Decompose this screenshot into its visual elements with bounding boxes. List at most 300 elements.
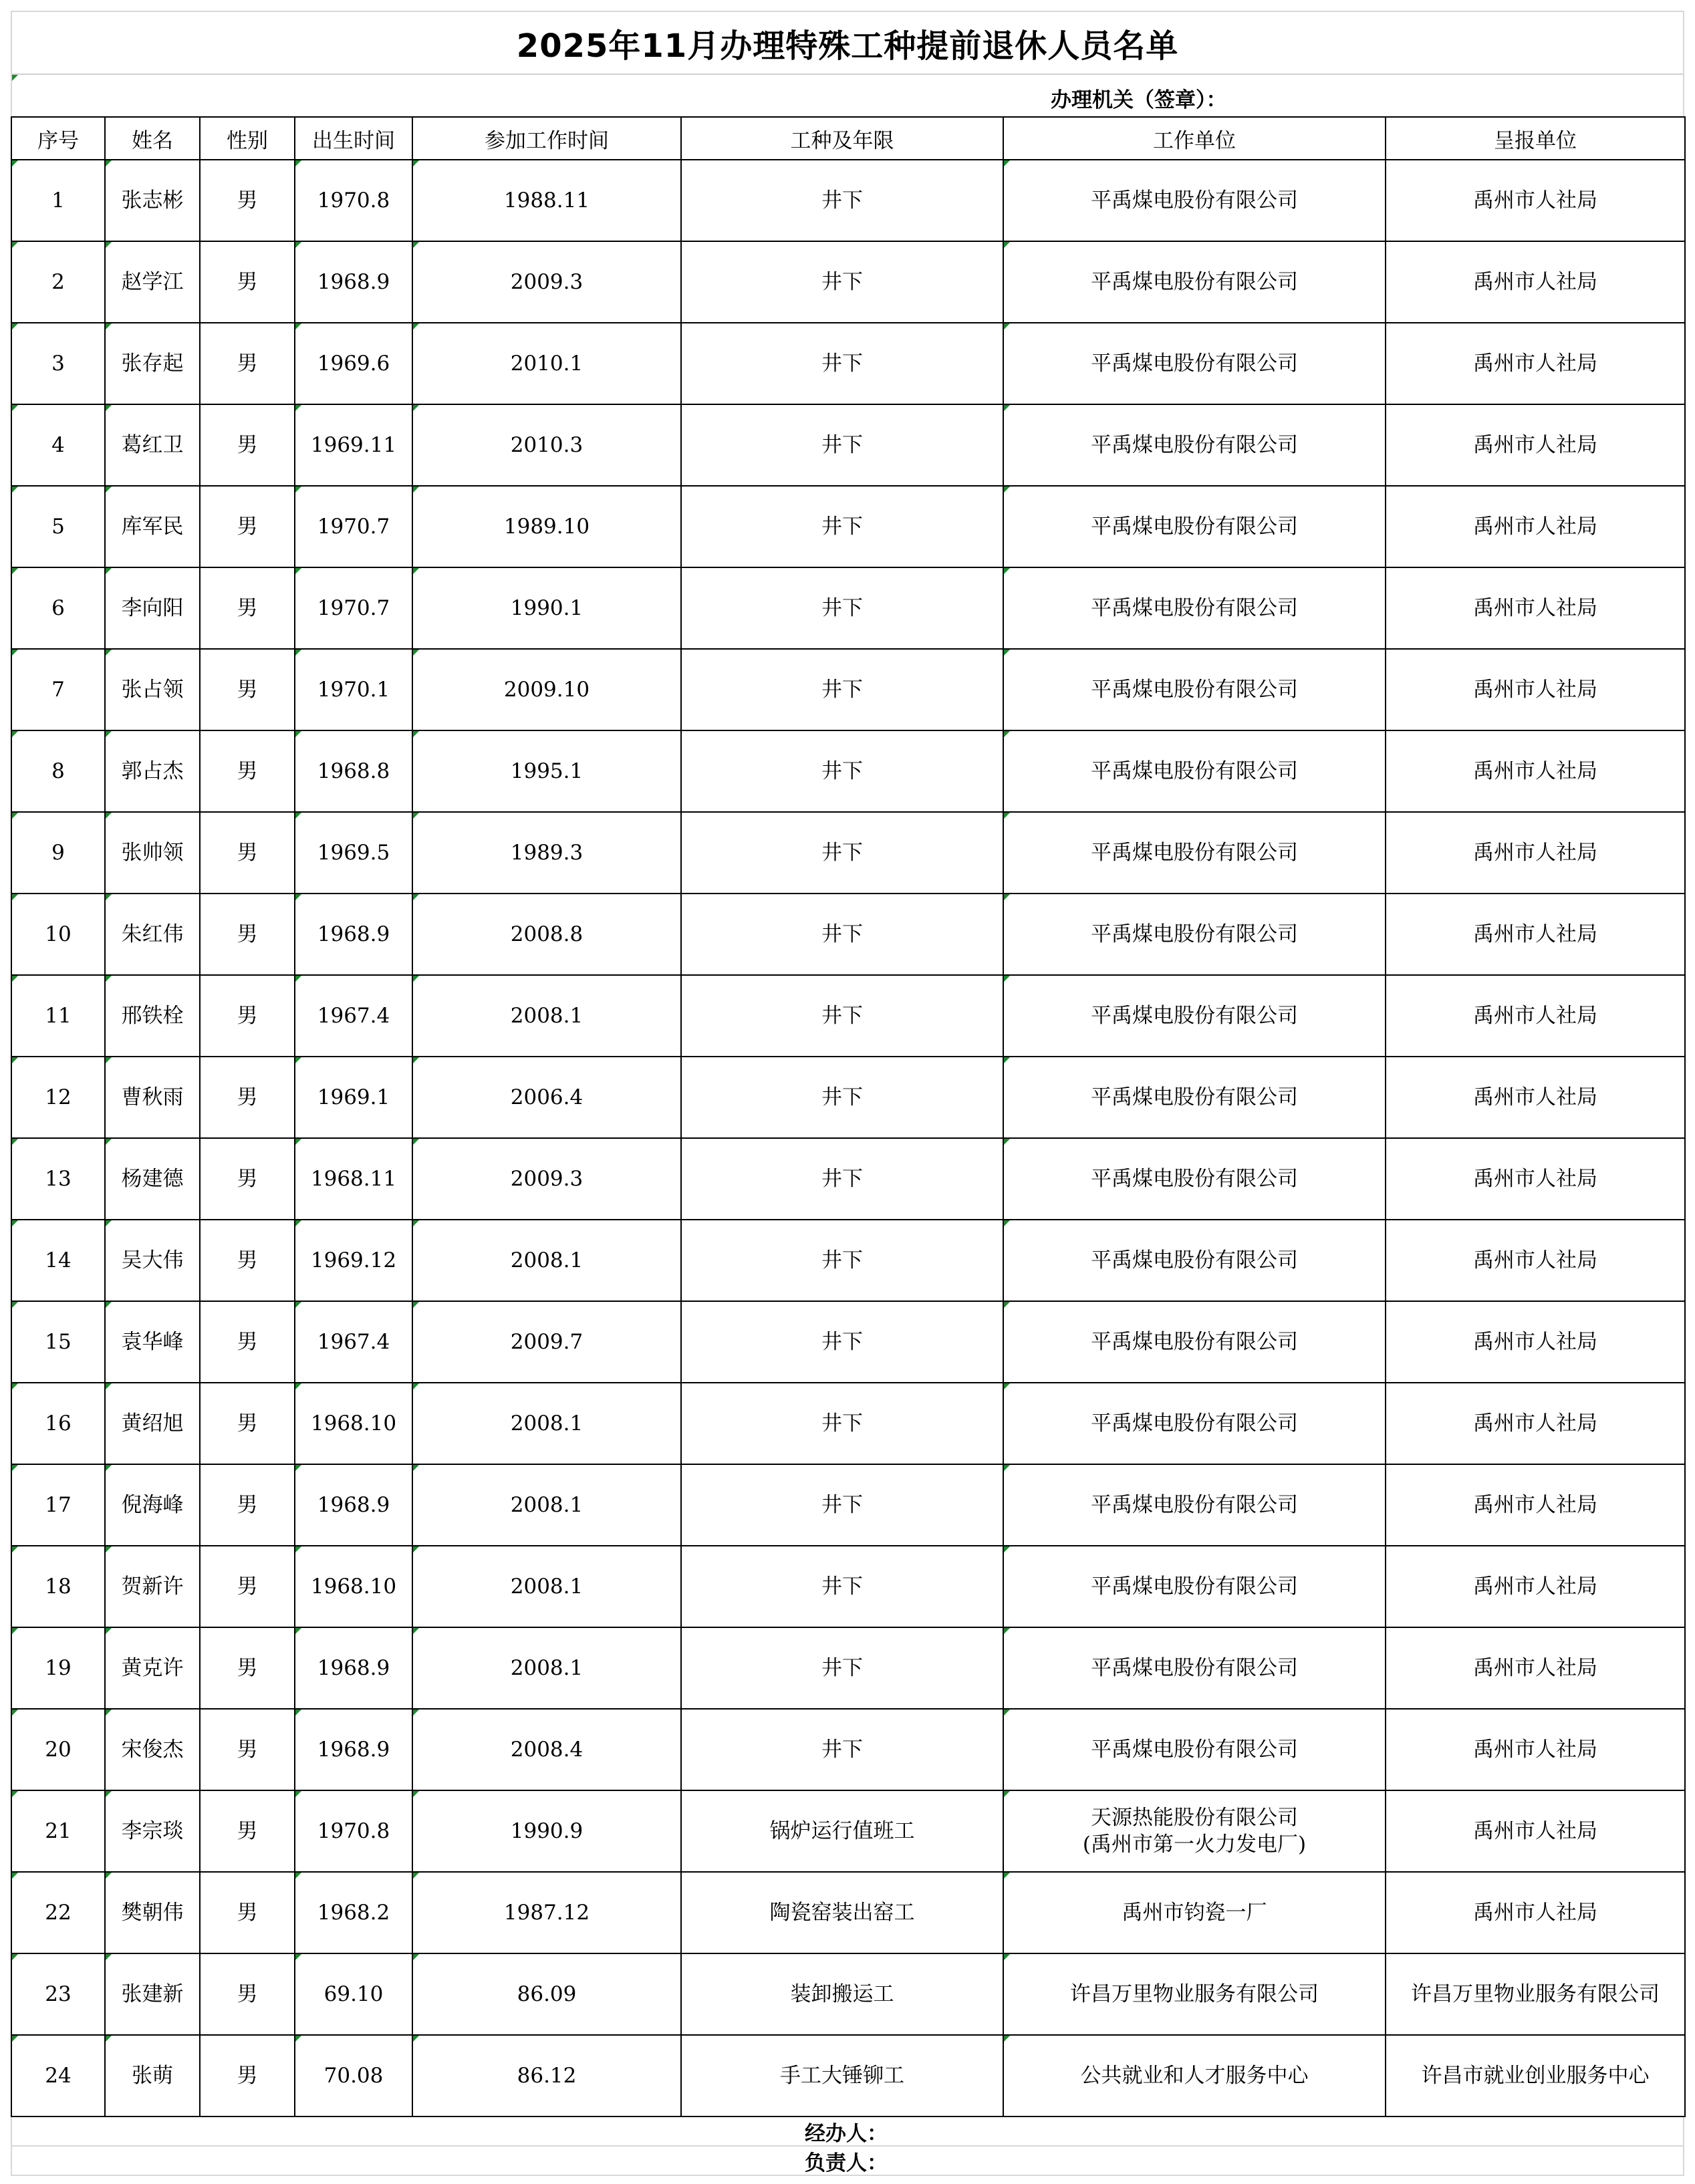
cell-marker-icon — [106, 2036, 112, 2042]
cell-text: 20 — [45, 1738, 72, 1762]
cell-marker-icon — [295, 650, 301, 656]
cell-marker-icon — [1004, 1873, 1010, 1879]
cell-marker-icon — [1004, 894, 1010, 900]
cell-marker-icon — [106, 1302, 112, 1308]
col-birth-cell — [295, 1627, 412, 1709]
cell-marker-icon — [295, 894, 301, 900]
sign-label: 办理机关（签章）： — [1051, 88, 1227, 112]
cell-marker-icon — [12, 1465, 18, 1471]
cell-marker-icon — [12, 1302, 18, 1308]
cell-marker-icon — [12, 813, 18, 819]
cell-marker-icon — [106, 1791, 112, 1797]
cell-marker-icon — [106, 1057, 112, 1063]
cell-text: 公共就业和人才服务中心 — [1080, 2064, 1309, 2088]
cell-marker-icon — [295, 1465, 301, 1471]
cell-text: 1967.4 — [317, 1330, 390, 1354]
cell-text: 禹州市人社局 — [1473, 1085, 1597, 1109]
col-name-cell — [105, 1790, 200, 1872]
cell-text: 2009.10 — [503, 678, 590, 702]
cell-text: 张萌 — [132, 2064, 173, 2088]
cell-text: 李向阳 — [121, 596, 184, 620]
col-name-cell — [105, 1301, 200, 1383]
col-birth-cell — [295, 1138, 412, 1220]
col-name-cell — [105, 730, 200, 812]
cell-marker-icon — [106, 160, 112, 166]
col-employer-cell — [1003, 975, 1386, 1057]
cell-marker-icon — [12, 568, 18, 574]
cell-text: 平禹煤电股份有限公司 — [1091, 1085, 1298, 1109]
cell-text: 男 — [237, 352, 258, 376]
col-employer-cell — [1003, 1627, 1386, 1709]
cell-text: 男 — [237, 1248, 258, 1272]
cell-text: 平禹煤电股份有限公司 — [1091, 1248, 1298, 1272]
cell-text: 井下 — [821, 596, 863, 620]
col-name-cell — [105, 649, 200, 730]
col-index-cell — [11, 649, 105, 730]
header-col-reporting-unit: 呈报单位 — [1386, 117, 1685, 160]
header-col-work-start: 参加工作时间 — [412, 117, 681, 160]
cell-text: 禹州市人社局 — [1473, 1248, 1597, 1272]
cell-text: 1968.9 — [317, 922, 390, 946]
col-job-type-cell — [681, 2035, 1003, 2117]
col-job-type-cell — [681, 894, 1003, 975]
col-employer-cell — [1003, 1953, 1386, 2035]
cell-text: 1967.4 — [317, 1004, 390, 1028]
header-col-employer: 工作单位 — [1003, 117, 1386, 160]
col-gender-cell — [200, 975, 295, 1057]
col-employer-cell — [1003, 486, 1386, 567]
cell-text: 2009.3 — [510, 270, 583, 294]
col-birth-cell — [295, 1220, 412, 1301]
cell-marker-icon — [106, 323, 112, 329]
col-birth-cell — [295, 1709, 412, 1790]
cell-text: 禹州市人社局 — [1473, 1575, 1597, 1599]
cell-marker-icon — [1004, 1791, 1010, 1797]
col-gender-cell — [200, 1953, 295, 2035]
cell-marker-icon — [295, 1954, 301, 1960]
cell-marker-icon — [295, 1710, 301, 1716]
col-gender-cell — [200, 404, 295, 486]
cell-text: 陶瓷窑装出窑工 — [769, 1901, 915, 1925]
cell-marker-icon — [413, 160, 419, 166]
col-gender-cell — [200, 1627, 295, 1709]
col-work-start-cell — [412, 1464, 681, 1546]
col-work-start-cell — [412, 567, 681, 649]
cell-text: 1968.11 — [310, 1167, 397, 1191]
cell-marker-icon — [106, 1546, 112, 1552]
col-employer-cell — [1003, 567, 1386, 649]
cell-marker-icon — [12, 894, 18, 900]
table-row — [11, 1138, 1685, 1220]
col-employer-cell — [1003, 649, 1386, 730]
cell-text: 邢铁栓 — [121, 1004, 184, 1028]
header-col-index: 序号 — [11, 117, 105, 160]
table-row — [11, 1057, 1685, 1138]
cell-text: 2008.1 — [510, 1493, 583, 1517]
col-job-type-cell — [681, 567, 1003, 649]
cell-text: 24 — [45, 2064, 72, 2088]
cell-marker-icon — [413, 894, 419, 900]
col-index-cell — [11, 1464, 105, 1546]
cell-marker-icon — [295, 1628, 301, 1634]
cell-marker-icon — [12, 1710, 18, 1716]
col-birth-cell — [295, 2035, 412, 2117]
cell-marker-icon — [295, 731, 301, 737]
col-name-cell — [105, 1383, 200, 1464]
table-body — [11, 160, 1685, 2117]
col-work-start-cell — [412, 1546, 681, 1627]
cell-marker-icon — [106, 405, 112, 411]
col-gender-cell — [200, 1464, 295, 1546]
cell-text: 葛红卫 — [121, 433, 184, 457]
cell-marker-icon — [106, 1139, 112, 1145]
col-reporting-unit-cell — [1386, 975, 1685, 1057]
col-reporting-unit-cell — [1386, 1138, 1685, 1220]
col-job-type-cell — [681, 975, 1003, 1057]
col-job-type-cell — [681, 1057, 1003, 1138]
col-job-type-cell — [681, 1220, 1003, 1301]
col-work-start-cell — [412, 1138, 681, 1220]
cell-text: 井下 — [821, 922, 863, 946]
cell-text: 井下 — [821, 1085, 863, 1109]
col-employer-cell — [1003, 812, 1386, 894]
col-gender-cell — [200, 649, 295, 730]
cell-text: 禹州市人社局 — [1473, 1004, 1597, 1028]
cell-text: 吴大伟 — [121, 1248, 184, 1272]
cell-text: 15 — [45, 1330, 72, 1354]
cell-text: 平禹煤电股份有限公司 — [1091, 433, 1298, 457]
cell-text: 禹州市人社局 — [1473, 678, 1597, 702]
cell-text: 男 — [237, 1085, 258, 1109]
col-birth-cell — [295, 1790, 412, 1872]
col-employer-cell — [1003, 1546, 1386, 1627]
col-index-cell — [11, 1383, 105, 1464]
col-index-cell — [11, 160, 105, 241]
cell-marker-icon — [1004, 1546, 1010, 1552]
cell-marker-icon — [12, 2036, 18, 2042]
col-birth-cell — [295, 975, 412, 1057]
cell-text: 禹州市人社局 — [1473, 596, 1597, 620]
spreadsheet-sheet — [11, 11, 1684, 2176]
col-gender-cell — [200, 486, 295, 567]
cell-marker-icon — [12, 1139, 18, 1145]
col-work-start-cell — [412, 1953, 681, 2035]
col-birth-cell — [295, 404, 412, 486]
cell-text: 1969.5 — [317, 841, 390, 865]
col-work-start-cell — [412, 241, 681, 323]
cell-text: 樊朝伟 — [121, 1901, 184, 1925]
col-reporting-unit-cell — [1386, 1057, 1685, 1138]
cell-text: 井下 — [821, 1493, 863, 1517]
cell-marker-icon — [106, 731, 112, 737]
cell-text: 2008.1 — [510, 1575, 583, 1599]
cell-text: 手工大锤铆工 — [780, 2064, 904, 2088]
col-name-cell — [105, 323, 200, 404]
cell-marker-icon — [295, 813, 301, 819]
col-birth-cell — [295, 894, 412, 975]
cell-text: 1970.8 — [317, 188, 390, 213]
table-row — [11, 812, 1685, 894]
col-employer-cell — [1003, 1383, 1386, 1464]
document-title: 2025年11月办理特殊工种提前退休人员名单 — [516, 27, 1179, 65]
cell-marker-icon — [1004, 1954, 1010, 1960]
col-name-cell — [105, 1464, 200, 1546]
cell-marker-icon — [413, 1302, 419, 1308]
cell-marker-icon — [1004, 1383, 1010, 1389]
cell-text: 井下 — [821, 1004, 863, 1028]
cell-text: 男 — [237, 1901, 258, 1925]
cell-text: 平禹煤电股份有限公司 — [1091, 841, 1298, 865]
cell-text: 贺新许 — [121, 1575, 184, 1599]
col-work-start-cell — [412, 160, 681, 241]
cell-marker-icon — [12, 487, 18, 493]
cell-marker-icon — [295, 1220, 301, 1226]
col-index-cell — [11, 486, 105, 567]
col-index-cell — [11, 1301, 105, 1383]
title-row — [11, 11, 1684, 75]
col-birth-cell — [295, 1546, 412, 1627]
cell-text: 17 — [45, 1493, 72, 1517]
cell-marker-icon — [413, 1710, 419, 1716]
cell-marker-icon — [12, 1628, 18, 1634]
cell-marker-icon — [1004, 405, 1010, 411]
cell-text: 禹州市人社局 — [1473, 1493, 1597, 1517]
cell-text: 锅炉运行值班工 — [769, 1819, 915, 1843]
table-row — [11, 1790, 1685, 1872]
table-row — [11, 1383, 1685, 1464]
col-birth-cell — [295, 812, 412, 894]
cell-text: 禹州市人社局 — [1473, 841, 1597, 865]
cell-text: 1969.11 — [310, 433, 397, 457]
cell-marker-icon — [12, 1791, 18, 1797]
col-gender-cell — [200, 1383, 295, 1464]
cell-text: 井下 — [821, 1330, 863, 1354]
cell-marker-icon — [413, 1954, 419, 1960]
col-birth-cell — [295, 241, 412, 323]
cell-text: 86.12 — [517, 2064, 577, 2088]
cell-text: 男 — [237, 1982, 258, 2006]
cell-text: 禹州市人社局 — [1473, 1330, 1597, 1354]
cell-text: 平禹煤电股份有限公司 — [1091, 188, 1298, 213]
table-row — [11, 567, 1685, 649]
cell-text: 禹州市人社局 — [1473, 515, 1597, 539]
col-reporting-unit-cell — [1386, 1627, 1685, 1709]
cell-text: 男 — [237, 1575, 258, 1599]
col-name-cell — [105, 1220, 200, 1301]
cell-marker-icon — [295, 405, 301, 411]
col-index-cell — [11, 1627, 105, 1709]
cell-text: 倪海峰 — [121, 1493, 184, 1517]
cell-text: 禹州市人社局 — [1473, 1819, 1597, 1843]
cell-text: 禹州市人社局 — [1473, 1901, 1597, 1925]
cell-marker-icon — [1004, 323, 1010, 329]
cell-marker-icon — [12, 75, 18, 81]
cell-text: 平禹煤电股份有限公司 — [1091, 352, 1298, 376]
cell-marker-icon — [12, 160, 18, 166]
cell-text: 禹州市人社局 — [1473, 433, 1597, 457]
cell-text: 1969.1 — [317, 1085, 390, 1109]
table-row — [11, 160, 1685, 241]
col-job-type-cell — [681, 1464, 1003, 1546]
responsible-row — [11, 2147, 1684, 2176]
cell-marker-icon — [1004, 242, 1010, 248]
col-index-cell — [11, 1138, 105, 1220]
cell-marker-icon — [106, 568, 112, 574]
cell-text: 1987.12 — [503, 1901, 590, 1925]
col-reporting-unit-cell — [1386, 1464, 1685, 1546]
cell-marker-icon — [12, 242, 18, 248]
col-employer-cell — [1003, 241, 1386, 323]
cell-text: 2010.3 — [510, 433, 583, 457]
col-job-type-cell — [681, 1383, 1003, 1464]
col-job-type-cell — [681, 486, 1003, 567]
col-employer-cell — [1003, 894, 1386, 975]
cell-marker-icon — [106, 242, 112, 248]
cell-marker-icon — [413, 242, 419, 248]
col-reporting-unit-cell — [1386, 404, 1685, 486]
cell-text: 井下 — [821, 433, 863, 457]
cell-text: 2008.8 — [510, 922, 583, 946]
col-work-start-cell — [412, 1790, 681, 1872]
cell-marker-icon — [295, 1302, 301, 1308]
cell-marker-icon — [295, 487, 301, 493]
col-name-cell — [105, 486, 200, 567]
cell-text: 8 — [51, 759, 65, 783]
cell-text: 李宗琰 — [121, 1819, 184, 1843]
col-index-cell — [11, 323, 105, 404]
table-row — [11, 975, 1685, 1057]
cell-text: 平禹煤电股份有限公司 — [1091, 1330, 1298, 1354]
cell-marker-icon — [1004, 813, 1010, 819]
cell-marker-icon — [12, 1383, 18, 1389]
col-index-cell — [11, 1546, 105, 1627]
col-job-type-cell — [681, 1546, 1003, 1627]
col-index-cell — [11, 567, 105, 649]
cell-text: 男 — [237, 1738, 258, 1762]
cell-text: 22 — [45, 1901, 72, 1925]
col-job-type-cell — [681, 1627, 1003, 1709]
cell-text: 张占领 — [121, 678, 184, 702]
cell-marker-icon — [12, 1546, 18, 1552]
cell-text: 10 — [45, 922, 72, 946]
cell-marker-icon — [106, 813, 112, 819]
cell-marker-icon — [413, 568, 419, 574]
cell-marker-icon — [295, 242, 301, 248]
cell-marker-icon — [106, 1383, 112, 1389]
cell-text: 张存起 — [121, 352, 184, 376]
col-work-start-cell — [412, 404, 681, 486]
col-index-cell — [11, 404, 105, 486]
handler-row — [11, 2117, 1684, 2147]
col-reporting-unit-cell — [1386, 894, 1685, 975]
table-row — [11, 1464, 1685, 1546]
cell-text: 1968.10 — [310, 1411, 397, 1436]
header-col-name: 姓名 — [105, 117, 200, 160]
col-gender-cell — [200, 1872, 295, 1953]
cell-text: 男 — [237, 433, 258, 457]
col-reporting-unit-cell — [1386, 241, 1685, 323]
table-row — [11, 730, 1685, 812]
cell-text: 1968.8 — [317, 759, 390, 783]
col-job-type-cell — [681, 241, 1003, 323]
cell-text: 井下 — [821, 352, 863, 376]
cell-marker-icon — [106, 1710, 112, 1716]
cell-text: 1990.1 — [510, 596, 583, 620]
cell-text: 井下 — [821, 270, 863, 294]
col-index-cell — [11, 1709, 105, 1790]
cell-text: 禹州市人社局 — [1473, 1411, 1597, 1436]
col-name-cell — [105, 160, 200, 241]
col-gender-cell — [200, 1057, 295, 1138]
cell-text: 1970.7 — [317, 596, 390, 620]
cell-text: 朱红伟 — [121, 922, 184, 946]
cell-marker-icon — [413, 1057, 419, 1063]
cell-marker-icon — [1004, 2036, 1010, 2042]
cell-marker-icon — [295, 1383, 301, 1389]
col-reporting-unit-cell — [1386, 730, 1685, 812]
col-index-cell — [11, 1790, 105, 1872]
col-employer-cell — [1003, 1464, 1386, 1546]
cell-marker-icon — [106, 976, 112, 982]
table-row — [11, 1301, 1685, 1383]
cell-text: 1989.10 — [503, 515, 590, 539]
cell-marker-icon — [413, 1791, 419, 1797]
cell-marker-icon — [1004, 1628, 1010, 1634]
col-birth-cell — [295, 730, 412, 812]
cell-text: 张建新 — [121, 1982, 184, 2006]
col-employer-cell — [1003, 1138, 1386, 1220]
cell-marker-icon — [295, 976, 301, 982]
retiree-table — [11, 116, 1686, 2117]
col-name-cell — [105, 812, 200, 894]
cell-text: 13 — [45, 1167, 72, 1191]
cell-text: 天源热能股份有限公司 (禹州市第一火力发电厂) — [1082, 1806, 1307, 1857]
cell-text: 平禹煤电股份有限公司 — [1091, 270, 1298, 294]
col-name-cell — [105, 404, 200, 486]
cell-text: 井下 — [821, 1411, 863, 1436]
cell-text: 2008.4 — [510, 1738, 583, 1762]
cell-text: 禹州市人社局 — [1473, 1167, 1597, 1191]
col-work-start-cell — [412, 1301, 681, 1383]
cell-marker-icon — [1004, 568, 1010, 574]
cell-marker-icon — [413, 487, 419, 493]
cell-text: 2010.1 — [510, 352, 583, 376]
cell-text: 井下 — [821, 1167, 863, 1191]
cell-marker-icon — [1004, 1220, 1010, 1226]
col-name-cell — [105, 1953, 200, 2035]
col-work-start-cell — [412, 730, 681, 812]
cell-text: 禹州市人社局 — [1473, 188, 1597, 213]
cell-text: 黄克许 — [121, 1656, 184, 1680]
cell-marker-icon — [12, 1220, 18, 1226]
col-job-type-cell — [681, 404, 1003, 486]
cell-text: 1990.9 — [510, 1819, 583, 1843]
col-index-cell — [11, 1220, 105, 1301]
col-gender-cell — [200, 1301, 295, 1383]
col-name-cell — [105, 241, 200, 323]
cell-marker-icon — [295, 1057, 301, 1063]
cell-text: 19 — [45, 1656, 72, 1680]
table-row — [11, 1872, 1685, 1953]
cell-marker-icon — [106, 650, 112, 656]
col-birth-cell — [295, 486, 412, 567]
cell-text: 70.08 — [323, 2064, 384, 2088]
col-name-cell — [105, 2035, 200, 2117]
col-gender-cell — [200, 1546, 295, 1627]
cell-text: 1970.1 — [317, 678, 390, 702]
col-birth-cell — [295, 1464, 412, 1546]
cell-text: 1968.9 — [317, 270, 390, 294]
